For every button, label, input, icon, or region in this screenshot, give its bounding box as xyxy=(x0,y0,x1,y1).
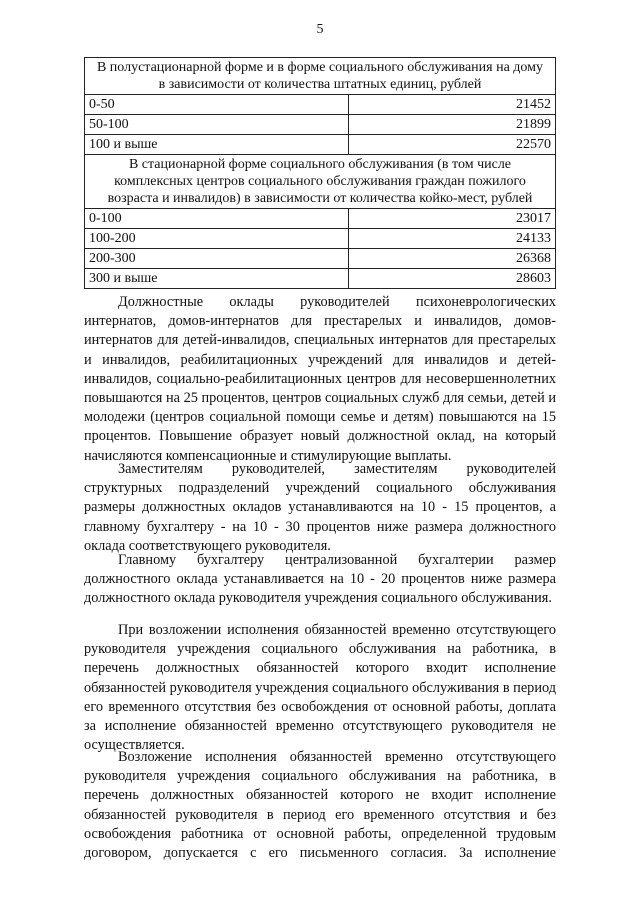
table-section-header xyxy=(85,155,556,209)
table-row xyxy=(85,229,556,249)
table-section-header xyxy=(85,58,556,95)
range-cell: 50-100 xyxy=(85,115,349,135)
range-cell: 200-300 xyxy=(85,249,349,269)
paragraph-text: Возложение исполнения обязанностей временно отсутствующего руководителя учреждения социального обслуживания на работника, в перечень должностных обязанностей которого не входит исполнение обязанностей руководителя в период его временного отсутствия и без освобождения работника от основной работы, определенной трудовым договором, допускается с его письменного согласия. За исполнение xyxy=(84,749,556,862)
table-row xyxy=(85,269,556,289)
table-row xyxy=(85,209,556,229)
value-cell: 23017 xyxy=(349,209,556,229)
range-cell: 300 и выше xyxy=(85,269,349,289)
table-row xyxy=(85,115,556,135)
value-cell: 24133 xyxy=(349,229,556,249)
section-title-semistationary: В полустационарной форме и в форме социального обслуживания на дому в зависимости от количества штатных единиц, рублей xyxy=(85,58,556,95)
paragraph-acting-duties-included xyxy=(84,621,556,755)
value-cell: 22570 xyxy=(349,135,556,155)
range-cell: 100 и выше xyxy=(85,135,349,155)
value-cell: 21452 xyxy=(349,95,556,115)
table-row xyxy=(85,135,556,155)
paragraph-text: Должностные оклады руководителей психоневрологических интернатов, домов-интернатов для престарелых и инвалидов, домов-интернатов для детей-инвалидов, специальных интернатов для престарелых и инвалидов, реабилитационных учреждений для инвалидов и детей-инвалидов, социально-реабилитационных центров для несовершеннолетних повышаются на 25 процентов, центров социальных служб для семьи, детей и молодежи (центров социальной помощи семье и детям) повышаются на 15 процентов. Повышение образует новый должностной оклад, на который начисляются компенсационные и стимулирующие выплаты. xyxy=(84,294,556,464)
range-cell: 0-100 xyxy=(85,209,349,229)
range-cell: 0-50 xyxy=(85,95,349,115)
value-cell: 28603 xyxy=(349,269,556,289)
paragraph-text: Главному бухгалтеру централизованной бухгалтерии размер должностного оклада устанавливается на 10 - 20 процентов ниже размера должностного оклада руководителя учреждения социального обслуживания. xyxy=(84,552,556,607)
paragraph-chief-accountant xyxy=(84,551,556,609)
salary-table xyxy=(84,57,556,289)
value-cell: 21899 xyxy=(349,115,556,135)
paragraph-text: Заместителям руководителей, заместителям руководителей структурных подразделений учреждений социального обслуживания размеры должностных окладов устанавливаются на 10 - 15 процентов, а главному бухгалтеру - на 10 - 30 процентов ниже размера должностного оклада соответствующего руководителя. xyxy=(84,461,556,554)
paragraph-director-salaries xyxy=(84,293,556,466)
table-row xyxy=(85,249,556,269)
section-title-stationary: В стационарной форме социального обслуживания (в том числе комплексных центров социального обслуживания граждан пожилого возраста и инвалидов) в зависимости от количества койко-мест, рублей xyxy=(85,155,556,209)
range-cell: 100-200 xyxy=(85,229,349,249)
paragraph-acting-duties-not-included xyxy=(84,748,556,863)
value-cell: 26368 xyxy=(349,249,556,269)
paragraph-text: При возложении исполнения обязанностей временно отсутствующего руководителя учреждения социального обслуживания на работника, в перечень должностных обязанностей которого входит исполнение обязанностей руководителя учреждения социального обслуживания в период его временного отсутствия без освобождения от основной работы, доплата за исполнение обязанностей временно отсутствующего руководителя не осуществляется. xyxy=(84,622,556,754)
table-row xyxy=(85,95,556,115)
page-number: 5 xyxy=(316,22,324,37)
paragraph-deputy-salaries xyxy=(84,460,556,556)
